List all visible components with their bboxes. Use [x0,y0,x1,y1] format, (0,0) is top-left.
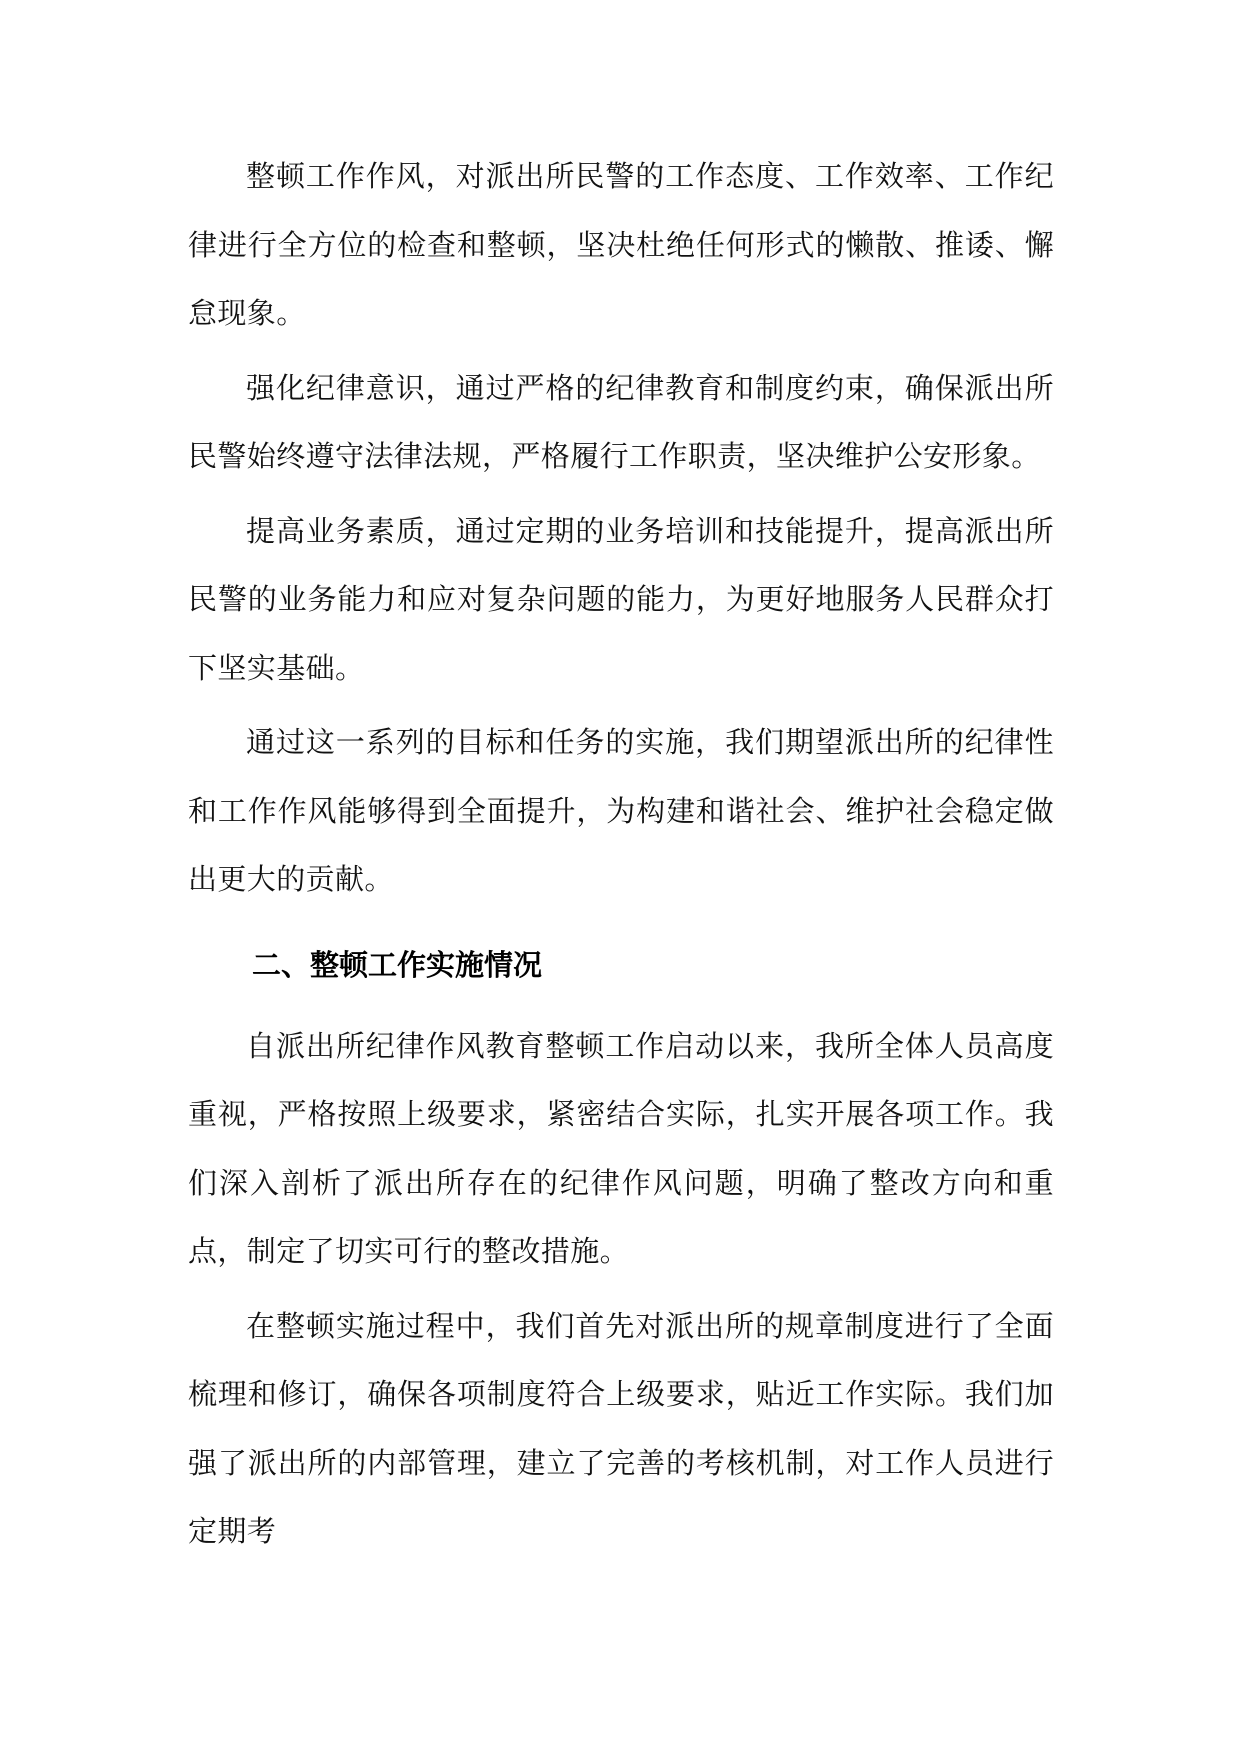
paragraph-business-quality: 提高业务素质，通过定期的业务培训和技能提升，提高派出所民警的业务能力和应对复杂问题的能力，为更好地服务人民群众打下坚实基础。 [188,513,1054,685]
paragraph-implementation-process: 在整顿实施过程中，我们首先对派出所的规章制度进行了全面梳理和修订，确保各项制度符合上级要求，贴近工作实际。我们加强了派出所的内部管理，建立了完善的考核机制，对工作人员进行定期考 [188,1308,1054,1548]
document-body [188,142,1054,1572]
paragraph-work-style: 整顿工作作风，对派出所民警的工作态度、工作效率、工作纪律进行全方位的检查和整顿，坚决杜绝任何形式的懒散、推诿、懈怠现象。 [188,159,1054,330]
paragraph-expected-outcome: 通过这一系列的目标和任务的实施，我们期望派出所的纪律性和工作作风能够得到全面提升，为构建和谐社会、维护社会稳定做出更大的贡献。 [188,725,1054,896]
paragraph-implementation-start: 自派出所纪律作风教育整顿工作启动以来，我所全体人员高度重视，严格按照上级要求，紧密结合实际，扎实开展各项工作。我们深入剖析了派出所存在的纪律作风问题，明确了整改方向和重点，制定了切实可行的整改措施。 [188,1028,1054,1268]
paragraph-discipline-awareness: 强化纪律意识，通过严格的纪律教育和制度约束，确保派出所民警始终遵守法律法规，严格履行工作职责，坚决维护公安形象。 [188,370,1054,473]
section-heading: 二、整顿工作实施情况 [252,947,543,982]
